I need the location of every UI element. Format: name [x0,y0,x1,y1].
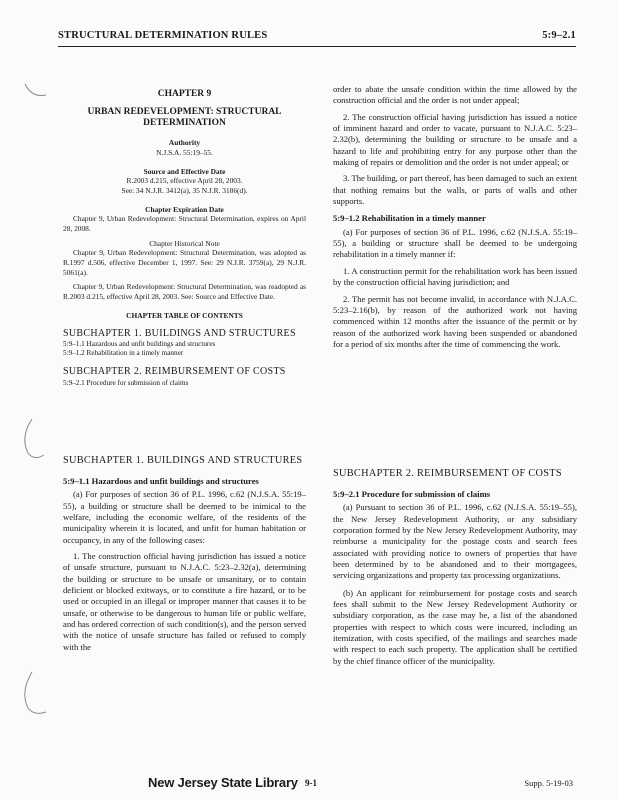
source-line-1: R.2003 d.215, effective April 28, 2003. [126,176,243,186]
section-1-2-a: (a) For purposes of section 36 of P.L. 1996, c.62 (N.J.S.A. 55:19–55), a building or structure shall be deemed to be undergoing rehabilitation in a timely manner if: [333,226,577,260]
source-heading: Source and Effective Date [143,166,226,176]
history-text-1: Chapter 9, Urban Redevelopment: Structural Determination, was adopted as R.1997 d.506, effective December 1, 1997. See: 29 N.J.R. 3759(a), 29 N.J.R. 5061(a). [63,248,306,277]
toc-heading: CHAPTER TABLE OF CONTENTS [126,311,243,321]
supplement-date: Supp. 5-19-03 [524,778,573,788]
subchapter-1-heading: SUBCHAPTER 1. BUILDINGS AND STRUCTURES [63,455,303,466]
list-item-2: 2. The construction official having jurisdiction has issued a notice of imminent hazard and order to vacate, pursuant to N.J.A.C. 5:23–2.32(b), determining the building or structure to be unsafe and a hazard to life and prohibiting entry for any purpose other than the making of repairs or demolition and the order is not under appeal; or [333,111,577,168]
subchapter-2-heading: SUBCHAPTER 2. REIMBURSEMENT OF COSTS [333,468,562,479]
chapter-number: CHAPTER 9 [157,89,212,99]
toc-item: 5:9–2.1 Procedure for submission of claims [63,378,189,387]
section-1-2-item-2: 2. The permit has not become invalid, in accordance with N.J.A.C. 5:23–2.16(b), by reason of the authorized work not having commenced within 12 months after the issuance of the permit or by reason of the authorized work having been suspended or abandoned for a period of six months after the time of commencing the work. [333,293,577,349]
chapter-title: URBAN REDEVELOPMENT: STRUCTURAL DETERMINATION [87,106,282,129]
right-column-bottom [333,468,577,672]
authority-heading: Authority [168,138,201,148]
library-watermark: New Jersey State Library [148,775,298,790]
section-2-1-a: (a) Pursuant to section 36 of P.L. 1996, c.62 (N.J.S.A. 55:19–55), the New Jersey Redevelopment Authority, or any subsidiary corporation formed by the New Jersey Redevelopment Authority, may reimburse a municipality for the postage costs and search fees associated with providing notice to owners of properties that have been determined by to be abandoned and to their mortgagees, servicing organizations and property tax processing organizations. [333,502,577,581]
expiration-heading: Chapter Expiration Date [145,204,224,214]
section-2-1-b: (b) An applicant for reimbursement for postage costs and search fees shall submit to the New Jersey Redevelopment Authority or subsidiary corporation, as the case may be, a list of the abandoned properties with respect to which costs were incurred, including an itemization, with costs specified, of the mailings and searches made with respect to each such property. The application shall be certified by the chief finance officer of the municipality. [333,587,577,666]
authority-text: N.J.S.A. 55:19–55. [156,148,213,158]
header-section: 5:9–2.1 [542,30,576,41]
running-header [58,30,576,46]
list-item-3: 3. The building, or part thereof, has been damaged to such an extent that nothing remains but the walls, or parts of walls and other supports. [333,173,577,207]
expiration-text: Chapter 9, Urban Redevelopment: Structural Determination, expires on April 28, 2008. [63,214,306,234]
chapter-front-matter [63,84,306,388]
section-1-2-item-1: 1. A construction permit for the rehabilitation work has been issued by the construction official having jurisdiction; and [333,265,577,288]
section-1-1-a: (a) For purposes of section 36 of P.L. 1996, c.62 (N.J.S.A. 55:19–55), a building or structure shall be deemed to be inimical to the welfare, including the economic welfare, of the residents of the municipality wherein it is located, and unfit for human habitation or occupancy, in any of the following cases: [63,489,306,545]
right-column-top [333,84,577,355]
page-number: 9-1 [305,778,317,788]
section-heading-1-2: 5:9–1.2 Rehabilitation in a timely manner [333,213,486,224]
toc-item: 5:9–1.2 Rehabilitation in a timely manner [63,349,184,358]
toc-subchapter-2: SUBCHAPTER 2. REIMBURSEMENT OF COSTS [63,366,286,378]
header-rule [58,46,576,47]
toc-item: 5:9–1.1 Hazardous and unfit buildings and structures [63,340,216,349]
left-column-bottom [63,455,306,658]
toc-subchapter-1: SUBCHAPTER 1. BUILDINGS AND STRUCTURES [63,328,296,340]
section-heading-2-1: 5:9–2.1 Procedure for submission of claims [333,488,491,499]
history-text-2: Chapter 9, Urban Redevelopment: Structural Determination, was readopted as R.2003 d.215, effective April 28, 2003. See: Source and Effective Date. [63,282,306,301]
paragraph-continued: order to abate the unsafe condition within the time allowed by the construction official and the order is not under appeal; [333,84,577,106]
section-1-1-item-1: 1. The construction official having jurisdiction has issued a notice of unsafe structure, pursuant to N.J.A.C. 5:23–2.32(a), determining the building or structure to be unsafe or unsanitary, or to contain deficient or blocked exitways, or to constitute a fire hazard, or to be used or occupied in an illegal or improper manner that causes it to be unsafe, or otherwise to be dangerous to human life or public welfare, and has ordered correction of such condition(s), and the person served with the notice of unsafe structure has failed or refused to comply with the [63,550,306,652]
punch-hole-mark-top [22,80,50,104]
header-title: STRUCTURAL DETERMINATION RULES [58,30,268,41]
section-heading-1-1: 5:9–1.1 Hazardous and unfit buildings and structures [63,475,259,486]
punch-hole-mark-bottom [18,668,48,720]
history-heading: Chapter Historical Note [149,238,220,248]
source-line-2: See: 34 N.J.R. 3412(a), 35 N.J.R. 3186(d). [121,186,248,196]
punch-hole-mark-middle [18,415,48,465]
